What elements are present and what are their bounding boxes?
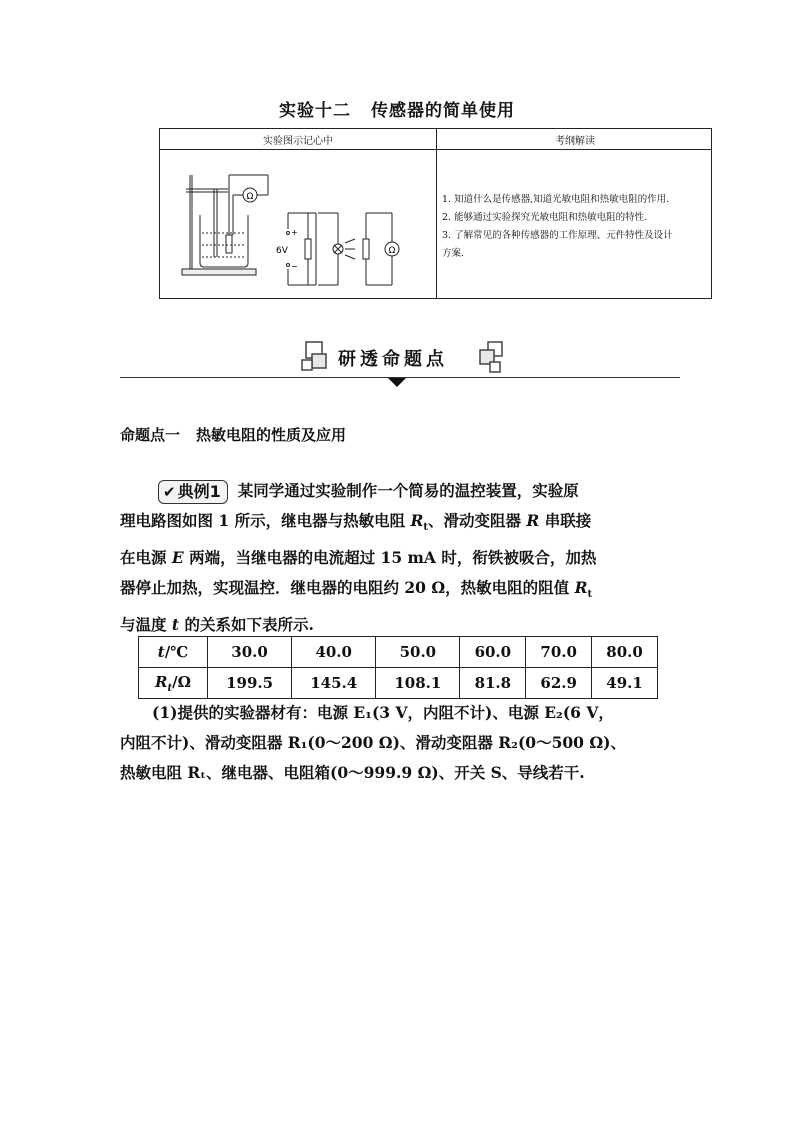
figure-column-header: 实验图示记心中: [263, 136, 333, 147]
table-cell: 199.5: [208, 668, 292, 699]
decorative-squares-right-icon: [476, 340, 508, 376]
photoresistor-circuit: [288, 213, 399, 285]
table-cell: 40.0: [292, 637, 376, 668]
part1-paragraph: [120, 698, 680, 788]
decorative-squares-left-icon: [300, 340, 332, 376]
objectives-column-header: 考纲解读: [555, 136, 595, 147]
checkmark-icon: ✔: [163, 483, 176, 501]
experiment-info-table: [159, 128, 712, 299]
example-paragraph: [120, 476, 680, 640]
table-header-cell: [139, 668, 208, 699]
table-header-cell: [139, 637, 208, 668]
objective-item: 方案.: [442, 248, 465, 259]
battery-plus: +: [291, 228, 298, 237]
symbol-r: R: [410, 511, 424, 530]
objective-item: 2. 能够通过实验探究光敏电阻和热敏电阻的特性.: [442, 212, 648, 223]
resistance-symbol: R: [155, 672, 168, 691]
example-text: 在电源: [120, 548, 172, 568]
example-text: 、滑动变阻器: [428, 511, 527, 530]
example-text: 两端，当继电器的电流超过 15 mA 时，衔铁被吸合，加热: [183, 548, 597, 568]
example-line: [120, 573, 680, 610]
part1-line: 热敏电阻 Rₜ、继电器、电阻箱(0～999.9 Ω)、开关 S、导线若干.: [120, 763, 585, 782]
table-cell: 49.1: [592, 668, 658, 699]
experiment-diagram: [178, 165, 418, 289]
ohmmeter-symbol: Ω: [246, 192, 254, 202]
table-cell: 81.8: [460, 668, 526, 699]
resistance-temperature-table: [138, 636, 658, 699]
experiment-name: 传感器的简单使用: [371, 101, 515, 121]
table-cell: 80.0: [592, 637, 658, 668]
beaker-with-sensor: [200, 189, 248, 267]
column-divider: [436, 129, 437, 298]
table-row: [139, 637, 658, 668]
ohmmeter-right-symbol: Ω: [388, 246, 396, 256]
part1-line: (1)提供的实验器材有：电源 E₁(3 V，内阻不计)、电源 E₂(6 V，: [152, 703, 614, 722]
part1-line: 内阻不计)、滑动变阻器 R₁(0～200 Ω)、滑动变阻器 R₂(0～500 Ω)、: [120, 733, 626, 752]
section-banner-text: 研透命题点: [338, 349, 448, 370]
example-text: 某同学通过实验制作一个简易的温控装置，实验原: [237, 481, 579, 500]
example-text: 器停止加热，实现温控．继电器的电阻约 20 Ω，热敏电阻的阻值: [120, 578, 575, 598]
symbol-r: R: [526, 511, 540, 530]
ohmmeter-left: [229, 175, 268, 202]
symbol-sub: t: [587, 589, 593, 601]
example-line: [120, 476, 680, 506]
symbol-t: t: [171, 615, 180, 635]
objective-item: 1. 知道什么是传感器,知道光敏电阻和热敏电阻的作用.: [442, 194, 670, 205]
section-rule-arrow-icon: [388, 378, 406, 387]
subsection-text: 热敏电阻的性质及应用: [196, 426, 347, 444]
temperature-unit: /℃: [164, 643, 189, 661]
resistance-unit: /Ω: [172, 672, 191, 691]
subsection-label: 命题点一: [120, 426, 181, 444]
table-cell: 70.0: [526, 637, 592, 668]
objectives-list: [442, 191, 710, 263]
example-line: [120, 506, 680, 543]
example-badge-label: 典例1: [177, 482, 221, 501]
resistance-sub: t: [167, 682, 173, 694]
table-cell: 60.0: [460, 637, 526, 668]
table-cell: 30.0: [208, 637, 292, 668]
battery-6v: [276, 228, 298, 271]
example-text: 理电路图如图 1 所示，继电器与热敏电阻: [120, 511, 411, 530]
table-cell: 62.9: [526, 668, 592, 699]
example-text: 串联接: [539, 511, 592, 530]
battery-minus: −: [291, 262, 298, 271]
subsection-heading: [120, 424, 346, 445]
example-line: [120, 543, 680, 573]
objective-item: 3. 了解常见的各种传感器的工作原理、元件特性及设计: [442, 230, 673, 241]
example-text: 的关系如下表所示.: [179, 615, 314, 635]
symbol-sub: t: [423, 522, 428, 534]
symbol-r: R: [574, 578, 588, 598]
symbol-e: E: [171, 548, 184, 568]
experiment-title: [0, 96, 794, 121]
table-cell: 50.0: [376, 637, 460, 668]
temperature-symbol: t: [157, 643, 165, 661]
section-banner: [300, 340, 510, 376]
table-cell: 145.4: [292, 668, 376, 699]
table-cell: 108.1: [376, 668, 460, 699]
example-text: 与温度: [120, 615, 172, 635]
table-row: [139, 668, 658, 699]
battery-voltage: 6V: [276, 246, 288, 256]
experiment-number: 实验十二: [279, 101, 351, 121]
example-badge: [158, 480, 228, 504]
